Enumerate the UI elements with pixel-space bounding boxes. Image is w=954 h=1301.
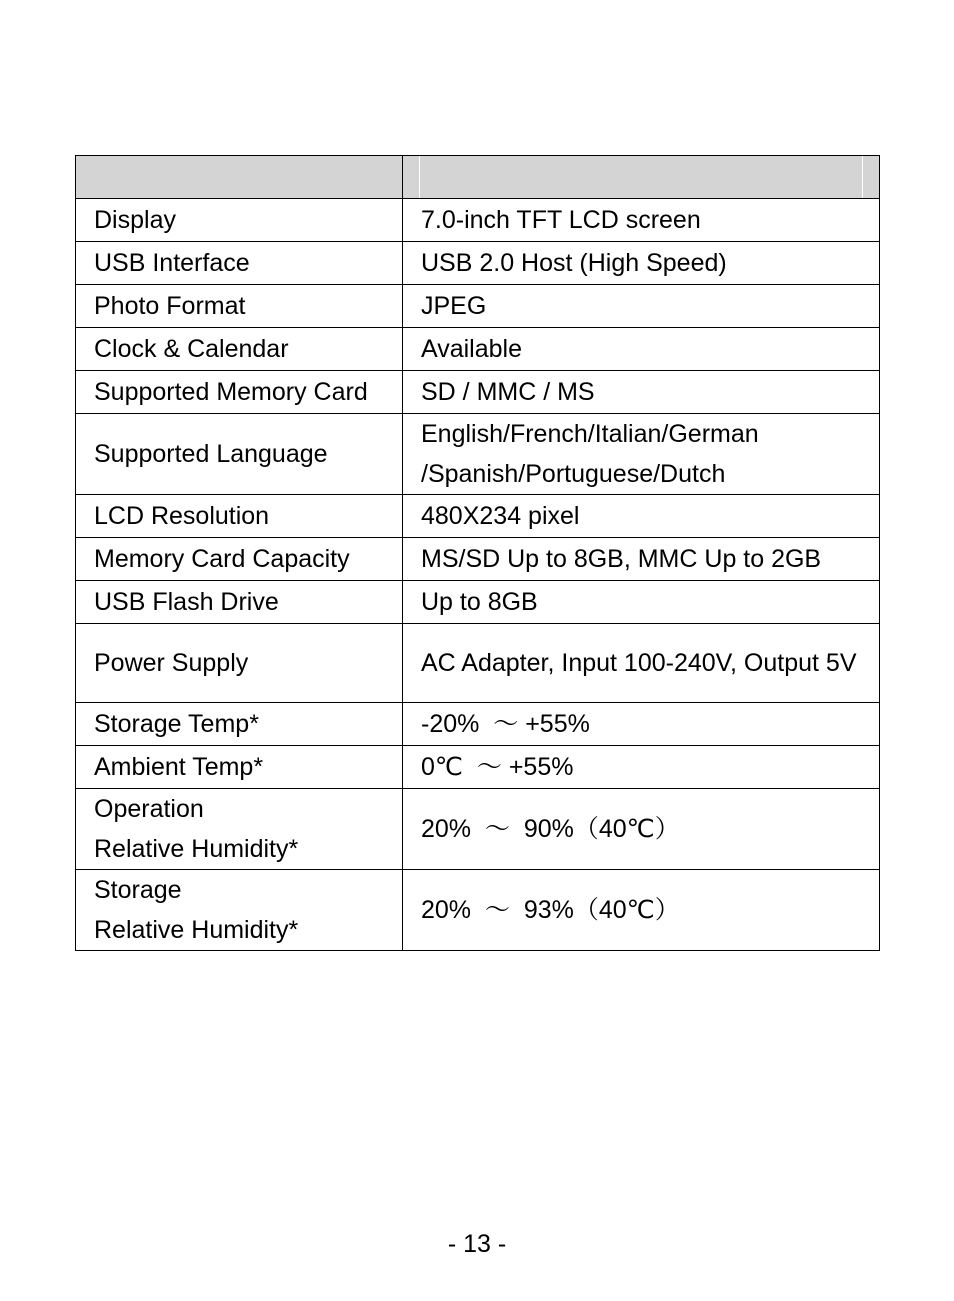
spec-label: USB Flash Drive bbox=[76, 581, 403, 624]
spec-label: Supported Language bbox=[76, 414, 403, 495]
table-row bbox=[76, 328, 880, 371]
spec-label: Ambient Temp* bbox=[76, 746, 403, 789]
specifications-table bbox=[75, 155, 880, 951]
table-row bbox=[76, 495, 880, 538]
spec-label-line: Operation bbox=[94, 795, 204, 823]
spec-label: Storage Temp* bbox=[76, 703, 403, 746]
header-cell-value bbox=[403, 156, 880, 199]
spec-label: Power Supply bbox=[76, 624, 403, 703]
spec-value-line: English/French/Italian/German bbox=[421, 420, 759, 448]
spec-label-line: Storage bbox=[94, 876, 182, 904]
table-row bbox=[76, 746, 880, 789]
table-row bbox=[76, 870, 880, 951]
table-header-row bbox=[76, 156, 880, 199]
header-cell-label bbox=[76, 156, 403, 199]
spec-value: -20% ～ +55% bbox=[403, 703, 880, 746]
spec-value: 480X234 pixel bbox=[403, 495, 880, 538]
spec-label: LCD Resolution bbox=[76, 495, 403, 538]
spec-label: Display bbox=[76, 199, 403, 242]
page-number: - 13 - bbox=[447, 1230, 507, 1258]
spec-value bbox=[403, 414, 880, 495]
table-row bbox=[76, 789, 880, 870]
table-row bbox=[76, 285, 880, 328]
spec-label: Photo Format bbox=[76, 285, 403, 328]
spec-value: Up to 8GB bbox=[403, 581, 880, 624]
table-row bbox=[76, 624, 880, 703]
spec-value: Available bbox=[403, 328, 880, 371]
spec-value: 20% ～ 90%（40℃） bbox=[403, 789, 880, 870]
table-row bbox=[76, 414, 880, 495]
spec-value: 20% ～ 93%（40℃） bbox=[403, 870, 880, 951]
spec-label: Supported Memory Card bbox=[76, 371, 403, 414]
spec-value: SD / MMC / MS bbox=[403, 371, 880, 414]
spec-value: USB 2.0 Host (High Speed) bbox=[403, 242, 880, 285]
spec-value: 0℃ ～ +55% bbox=[403, 746, 880, 789]
spec-label: Clock & Calendar bbox=[76, 328, 403, 371]
table-row bbox=[76, 538, 880, 581]
spec-label: USB Interface bbox=[76, 242, 403, 285]
spec-label bbox=[76, 870, 403, 951]
spec-value: AC Adapter, Input 100-240V, Output 5V bbox=[403, 624, 880, 703]
spec-value: JPEG bbox=[403, 285, 880, 328]
spec-value: MS/SD Up to 8GB, MMC Up to 2GB bbox=[403, 538, 880, 581]
table-row bbox=[76, 199, 880, 242]
spec-value: 7.0-inch TFT LCD screen bbox=[403, 199, 880, 242]
spec-label: Memory Card Capacity bbox=[76, 538, 403, 581]
spec-value-line: /Spanish/Portuguese/Dutch bbox=[421, 460, 726, 488]
table-row bbox=[76, 581, 880, 624]
table-row bbox=[76, 242, 880, 285]
spec-label bbox=[76, 789, 403, 870]
table-row bbox=[76, 703, 880, 746]
spec-label-line: Relative Humidity* bbox=[94, 835, 299, 863]
table-row bbox=[76, 371, 880, 414]
spec-label-line: Relative Humidity* bbox=[94, 916, 299, 944]
